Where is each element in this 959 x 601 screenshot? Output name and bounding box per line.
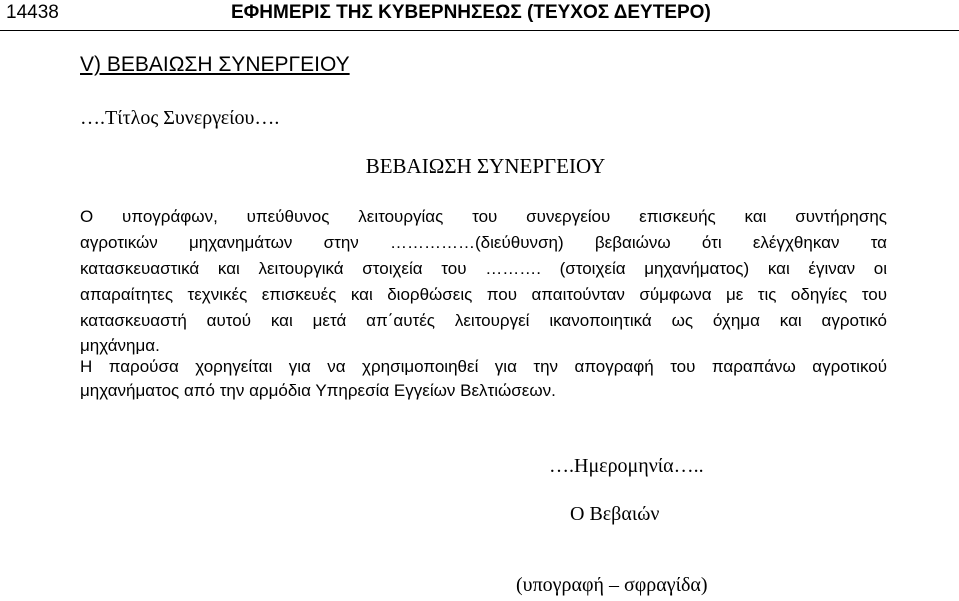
body-line-3: κατασκευαστικά και λειτουργικά στοιχεία του ………. (στοιχεία μηχανήματος) και έγιναν οι [80, 259, 887, 278]
gazette-title: ΕΦΗΜΕΡΙΣ ΤΗΣ ΚΥΒΕΡΝΗΣΕΩΣ (ΤΕΥΧΟΣ ΔΕΥΤΕΡΟ) [231, 2, 711, 23]
date-line: ….Ημερομηνία….. [549, 455, 704, 477]
body-line-7: Η παρούσα χορηγείται για να χρησιμοποιηθεί για την απογραφή του παραπάνω αγροτικού [80, 357, 887, 376]
body-line-4: απαραίτητες τεχνικές επισκευές και διορθώσεις που απαιτούνταν σύμφωνα με τις οδηγίες του [80, 285, 887, 304]
section-heading: V) ΒΕΒΑΙΩΣΗ ΣΥΝΕΡΓΕΙΟΥ [80, 53, 350, 76]
body-line-1: Ο υπογράφων, υπεύθυνος λειτουργίας του συνεργείου επισκευής και συντήρησης [80, 207, 887, 226]
body-line-8: μηχανήματος από την αρμόδια Υπηρεσία Εγγείων Βελτιώσεων. [80, 381, 556, 400]
page-header [0, 0, 959, 31]
certificate-title: ΒΕΒΑΙΩΣΗ ΣΥΝΕΡΓΕΙΟΥ [365, 154, 606, 178]
body-line-6: μηχάνημα. [80, 336, 160, 355]
certifier-label: Ο Βεβαιών [570, 503, 660, 525]
workshop-title-placeholder: ….Τίτλος Συνεργείου…. [80, 107, 280, 129]
body-line-5: κατασκευαστή αυτού και μετά απ΄αυτές λειτουργεί ικανοποιητικά ως όχημα και αγροτικό [80, 311, 887, 330]
body-line-2: αγροτικών μηχανημάτων στην ……………(διεύθυνση) βεβαιώνω ότι ελέγχθηκαν τα [80, 233, 887, 252]
signature-line: (υπογραφή – σφραγίδα) [516, 574, 708, 596]
page-number: 14438 [6, 2, 59, 23]
